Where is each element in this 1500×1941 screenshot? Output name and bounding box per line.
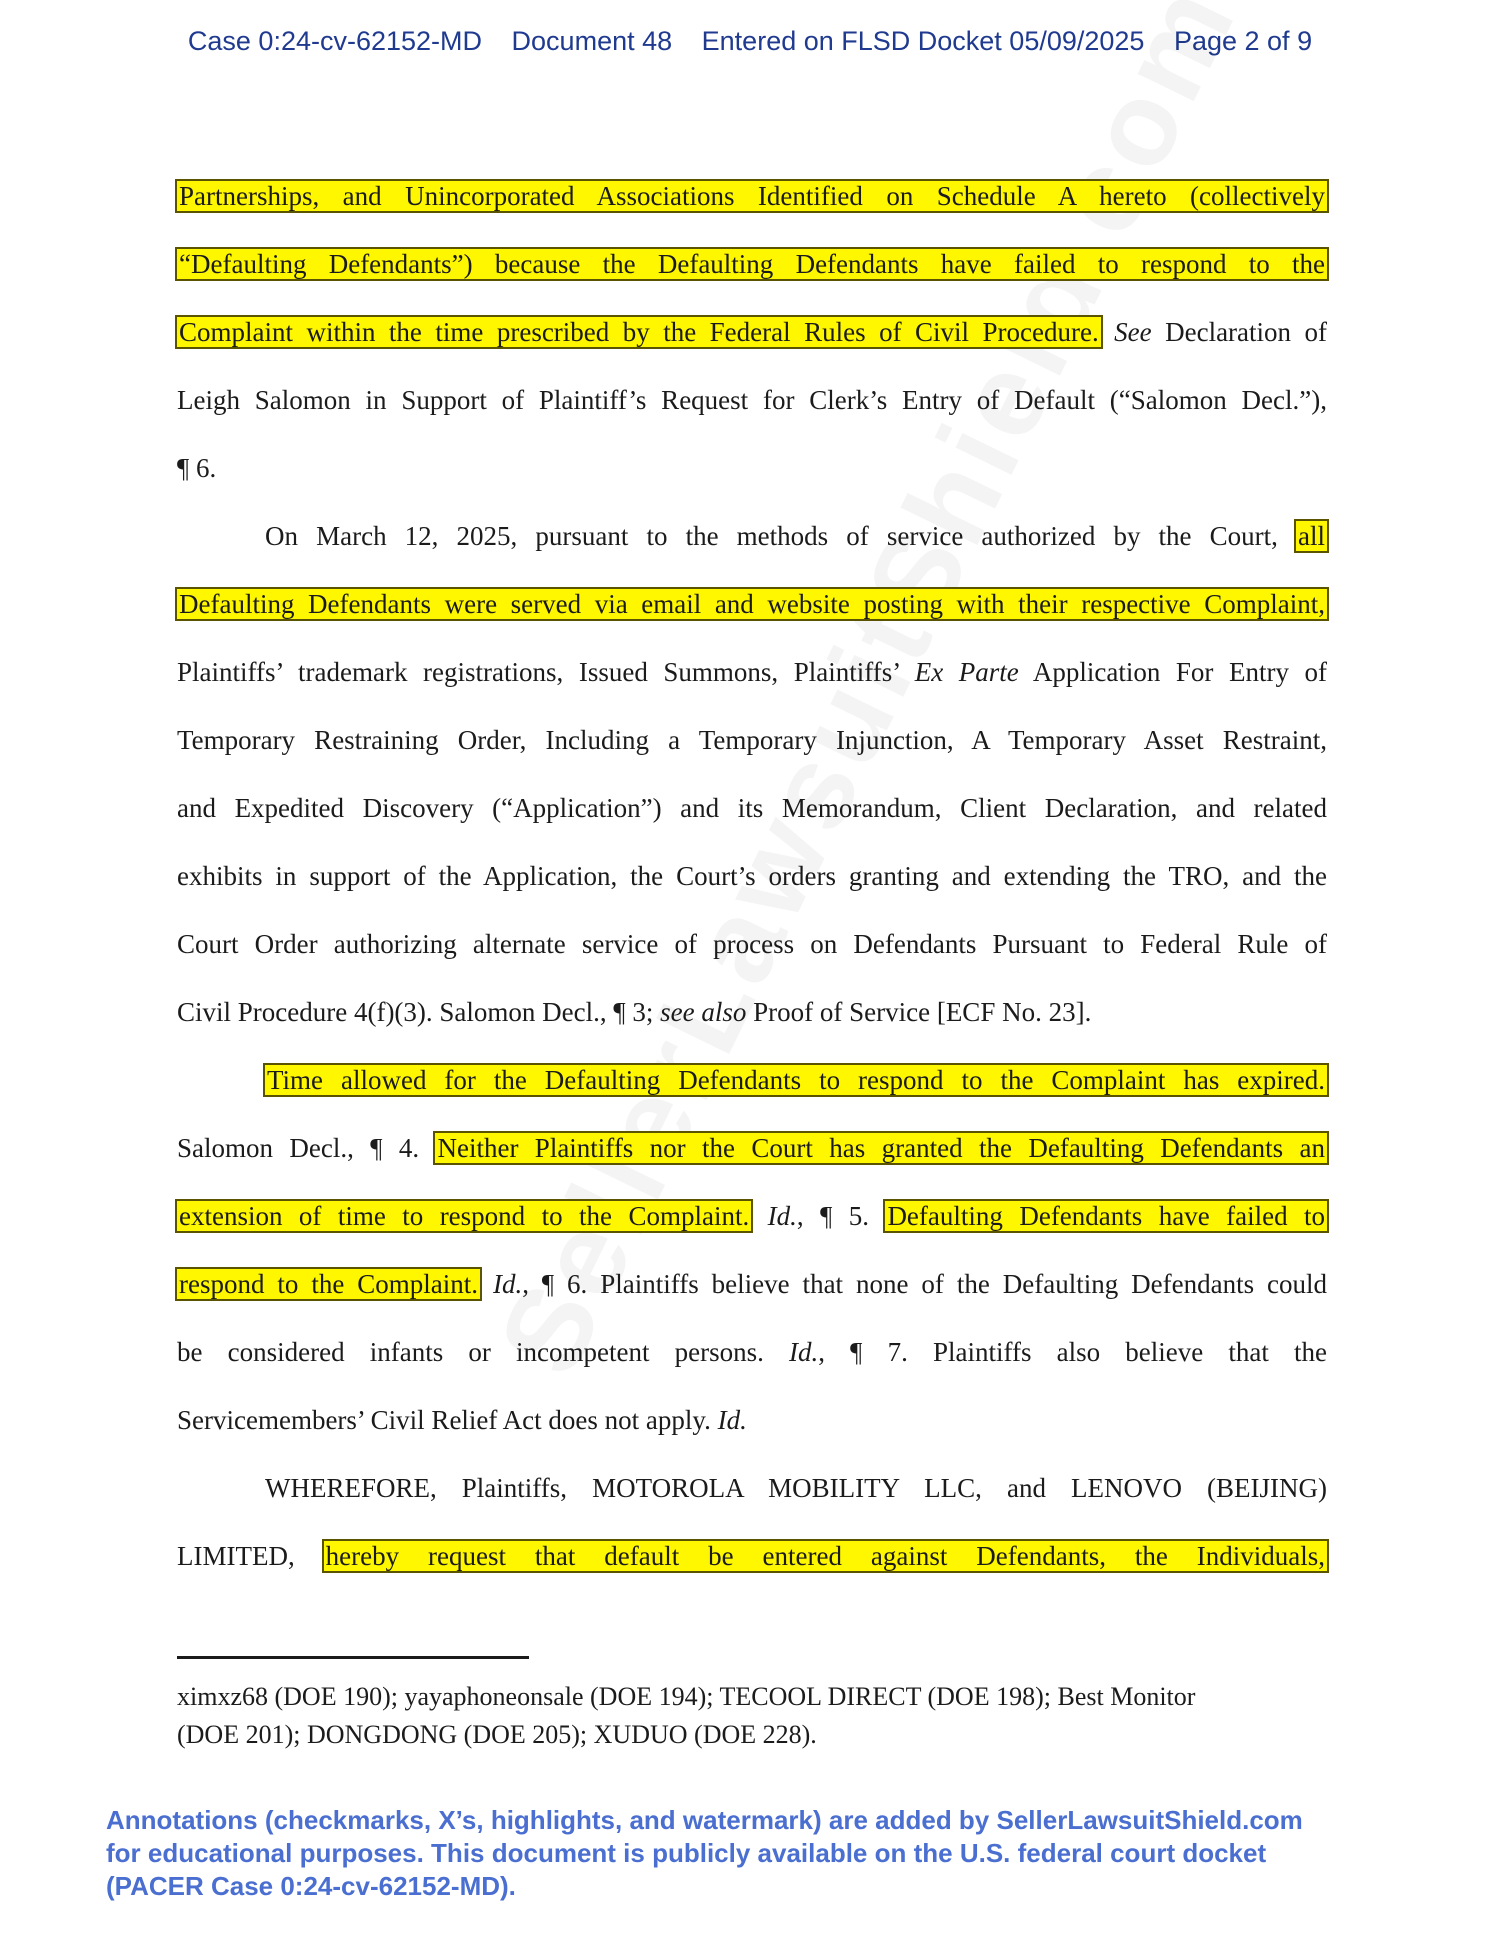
body-line: Court Order authorizing alternate service of process on Defendants Pursuant to Federal Rule of: [177, 929, 1327, 959]
docket-header: [0, 26, 1500, 57]
body-line: Leigh Salomon in Support of Plaintiff’s Request for Clerk’s Entry of Default (“Salomon Decl.”),: [177, 385, 1327, 415]
body-line: and Expedited Discovery (“Application”) and its Memorandum, Client Declaration, and related: [177, 793, 1327, 823]
body-line: Partnerships, and Unincorporated Associations Identified on Schedule A hereto (collectively: [179, 181, 1325, 211]
body-line: LIMITED, hereby request that default be entered against Defendants, the Individuals,: [177, 1541, 1325, 1571]
body-line: Salomon Decl., ¶ 4. Neither Plaintiffs nor the Court has granted the Defaulting Defendants an: [177, 1133, 1325, 1163]
body-line: “Defaulting Defendants”) because the Defaulting Defendants have failed to respond to the: [179, 249, 1325, 279]
body-line: Temporary Restraining Order, Including a Temporary Injunction, A Temporary Asset Restraint,: [177, 725, 1327, 755]
footnote-line: ximxz68 (DOE 190); yayaphoneonsale (DOE 194); TECOOL DIRECT (DOE 198); Best Monitor: [177, 1682, 1196, 1711]
body-line: ¶ 6.: [177, 453, 217, 483]
body-line: On March 12, 2025, pursuant to the methods of service authorized by the Court, all: [265, 521, 1325, 551]
body-line: Defaulting Defendants were served via email and website posting with their respective Complaint,: [179, 589, 1325, 619]
body-line: Civil Procedure 4(f)(3). Salomon Decl., ¶ 3; see also Proof of Service [ECF No. 23].: [177, 997, 1092, 1027]
body-line: extension of time to respond to the Complaint. Id., ¶ 5. Defaulting Defendants have failed to: [179, 1201, 1326, 1231]
body-line: respond to the Complaint. Id., ¶ 6. Plaintiffs believe that none of the Defaulting Defendants could: [179, 1269, 1327, 1299]
body-line: Plaintiffs’ trademark registrations, Issued Summons, Plaintiffs’ Ex Parte Application For Entry of: [177, 657, 1328, 687]
body-line: Complaint within the time prescribed by the Federal Rules of Civil Procedure. See Declaration of: [179, 317, 1327, 347]
notice-line: (PACER Case 0:24-cv-62152-MD).: [106, 1871, 516, 1901]
body-line: Time allowed for the Defaulting Defendants to respond to the Complaint has expired.: [267, 1065, 1325, 1095]
body-line: be considered infants or incompetent persons. Id., ¶ 7. Plaintiffs also believe that the: [177, 1337, 1328, 1367]
footnote-line: (DOE 201); DONGDONG (DOE 205); XUDUO (DOE 228).: [177, 1720, 817, 1749]
body-line: exhibits in support of the Application, the Court’s orders granting and extending the TRO, and the: [177, 861, 1327, 891]
case-number: Case 0:24-cv-62152-MD: [187, 26, 483, 56]
entered-date: Entered on FLSD Docket 05/09/2025: [701, 26, 1145, 56]
body-line: WHEREFORE, Plaintiffs, MOTOROLA MOBILITY LLC, and LENOVO (BEIJING): [265, 1473, 1327, 1503]
notice-line: Annotations (checkmarks, X’s, highlights, and watermark) are added by SellerLawsuitShield.com: [106, 1805, 1303, 1835]
annotation-notice: [106, 1804, 1466, 1903]
document-number: Document 48: [511, 26, 673, 56]
footnote-divider: [177, 1656, 529, 1659]
body-line: Servicemembers’ Civil Relief Act does not apply. Id.: [177, 1405, 747, 1435]
page-number: Page 2 of 9: [1173, 26, 1313, 56]
notice-line: for educational purposes. This document is publicly available on the U.S. federal court docket: [106, 1838, 1267, 1868]
